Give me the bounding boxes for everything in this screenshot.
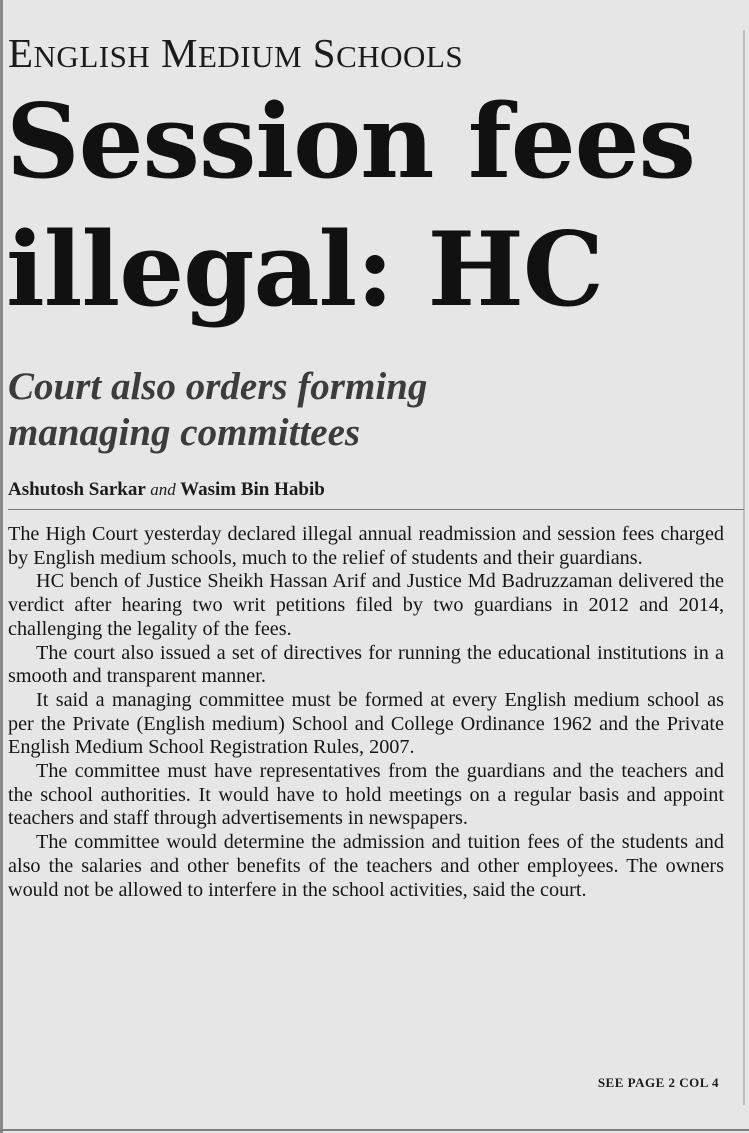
byline-divider: [8, 509, 744, 510]
byline-conjunction: and: [150, 480, 176, 499]
paragraph-3: The court also issued a set of directives for running the educational institutions in a smooth and transparent manner.: [8, 641, 724, 688]
clipping-bottom-edge: [0, 1129, 749, 1131]
byline-author-1: Ashutosh Sarkar: [8, 479, 146, 500]
paragraph-2: HC bench of Justice Sheikh Hassan Arif and Justice Md Badruzzaman delivered the verdict after hearing two writ petitions filed by two guardians in 2012 and 2014, challenging the legality of the fees.: [8, 570, 724, 640]
paragraph-1: The High Court yesterday declared illegal annual readmission and session fees charged by English medium schools, much to the relief of students and their guardians.: [8, 523, 724, 569]
continuation-jump-line: SEE PAGE 2 COL 4: [597, 1075, 719, 1090]
subheadline-line-2: managing committees: [8, 411, 361, 454]
byline-author-2: Wasim Bin Habib: [180, 479, 325, 500]
headline: [6, 78, 746, 334]
kicker: ENGLISH MEDIUM SCHOOLS: [8, 30, 464, 76]
subheadline: [8, 364, 743, 456]
headline-line-1: Session fees: [6, 82, 695, 202]
paragraph-5: The committee must have representatives from the guardians and the teachers and the school authorities. It would have to hold meetings on a regular basis and appoint teachers and staff through advertisements in newspapers.: [8, 760, 724, 830]
headline-line-2: illegal: HC: [6, 210, 604, 330]
byline: [8, 478, 325, 502]
paragraph-6: The committee would determine the admission and tuition fees of the students and also the salaries and other benefits of the teachers and other employees. The owners would not be allowed to interfere in the school activities, said the court.: [8, 831, 724, 901]
paragraph-4: It said a managing committee must be formed at every English medium school as per the Private (English medium) School and College Ordinance 1962 and the Private English Medium School Registration Rules, 2007.: [8, 688, 724, 759]
article-body: [8, 523, 724, 902]
subheadline-line-1: Court also orders forming: [8, 365, 428, 408]
clipping-left-edge: [0, 0, 3, 1133]
